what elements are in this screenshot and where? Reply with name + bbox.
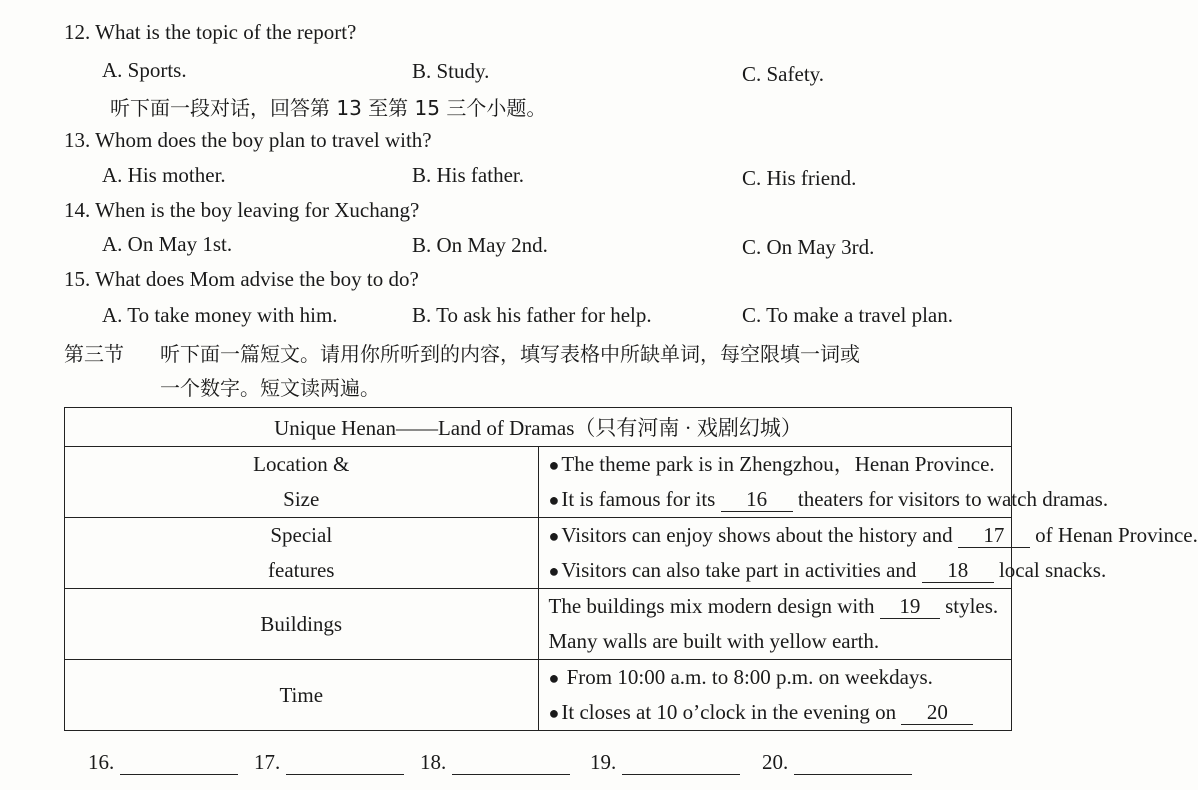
blank-19[interactable]: 19: [880, 595, 940, 619]
table-row-buildings: [65, 589, 1012, 660]
question-15-option-a: A. To take money with him.: [102, 303, 338, 327]
bullet-icon: ●: [548, 668, 560, 688]
row-label-buildings: Buildings: [65, 589, 539, 660]
instruction-13-15: 听下面一段对话，回答第 13 至第 15 三个小题。: [110, 96, 547, 120]
section3-label: 第三节: [64, 342, 124, 366]
answer-18[interactable]: 18.: [420, 750, 570, 775]
question-12-stem: 12. What is the topic of the report?: [64, 20, 357, 44]
row-label-time: Time: [65, 660, 539, 731]
question-14-stem: 14. When is the boy leaving for Xuchang?: [64, 198, 420, 222]
section3-instruction-line2: 一个数字。短文读两遍。: [160, 376, 380, 400]
question-13-option-c: C. His friend.: [742, 166, 857, 190]
bullet-icon: ●: [548, 455, 560, 475]
question-13-stem: 13. Whom does the boy plan to travel with?: [64, 128, 432, 152]
table-row-features: [65, 518, 1012, 589]
time-line-1: ● From 10:00 a.m. to 8:00 p.m. on weekdays.: [548, 665, 933, 689]
table-title: Unique Henan——Land of Dramas（只有河南 · 戏剧幻城）: [65, 408, 1012, 447]
blank-20[interactable]: 20: [901, 701, 973, 725]
buildings-line-1: The buildings mix modern design with 19 styles.: [548, 594, 999, 618]
question-13-option-b: B. His father.: [412, 163, 524, 187]
table-row-location: [65, 447, 1012, 518]
question-15-option-c: C. To make a travel plan.: [742, 303, 953, 327]
question-12-option-c: C. Safety.: [742, 62, 825, 86]
blank-17[interactable]: 17: [958, 524, 1030, 548]
answer-line[interactable]: [622, 752, 740, 775]
table-row-time: [65, 660, 1012, 731]
buildings-line-2: Many walls are built with yellow earth.: [548, 629, 880, 653]
features-line-1: ●Visitors can enjoy shows about the history and 17 of Henan Province.: [548, 523, 1198, 547]
question-15-stem: 15. What does Mom advise the boy to do?: [64, 267, 419, 291]
question-15-option-b: B. To ask his father for help.: [412, 303, 652, 327]
answer-line[interactable]: [120, 752, 238, 775]
features-line-2: ●Visitors can also take part in activities and 18 local snacks.: [548, 558, 1107, 582]
row-label-location: Location & Size: [65, 447, 539, 518]
bullet-icon: ●: [548, 526, 560, 546]
location-line-2: ●It is famous for its 16 theaters for visitors to watch dramas.: [548, 487, 1109, 511]
bullet-icon: ●: [548, 490, 560, 510]
question-13-option-a: A. His mother.: [102, 163, 226, 187]
answer-17[interactable]: 17.: [254, 750, 404, 775]
blank-18[interactable]: 18: [922, 559, 994, 583]
question-12-option-b: B. Study.: [412, 59, 490, 83]
answer-line[interactable]: [452, 752, 570, 775]
question-12-option-a: A. Sports.: [102, 58, 187, 82]
bullet-icon: ●: [548, 561, 560, 581]
answer-19[interactable]: 19.: [590, 750, 740, 775]
section3-instruction-line1: 听下面一篇短文。请用你所听到的内容，填写表格中所缺单词，每空限填一词或: [160, 342, 860, 366]
answer-20[interactable]: 20.: [762, 750, 912, 775]
question-14-option-a: A. On May 1st.: [102, 232, 233, 256]
bullet-icon: ●: [548, 703, 560, 723]
listening-fill-table: [64, 407, 1198, 731]
question-14-option-b: B. On May 2nd.: [412, 233, 548, 257]
answer-line[interactable]: [286, 752, 404, 775]
location-line-1: ●The theme park is in Zhengzhou，Henan Province.: [548, 452, 995, 476]
answer-line[interactable]: [794, 752, 912, 775]
question-14-option-c: C. On May 3rd.: [742, 235, 875, 259]
row-label-features: Special features: [65, 518, 539, 589]
answer-16[interactable]: 16.: [88, 750, 238, 775]
blank-16[interactable]: 16: [721, 488, 793, 512]
time-line-2: ●It closes at 10 o’clock in the evening on 20: [549, 695, 1012, 730]
